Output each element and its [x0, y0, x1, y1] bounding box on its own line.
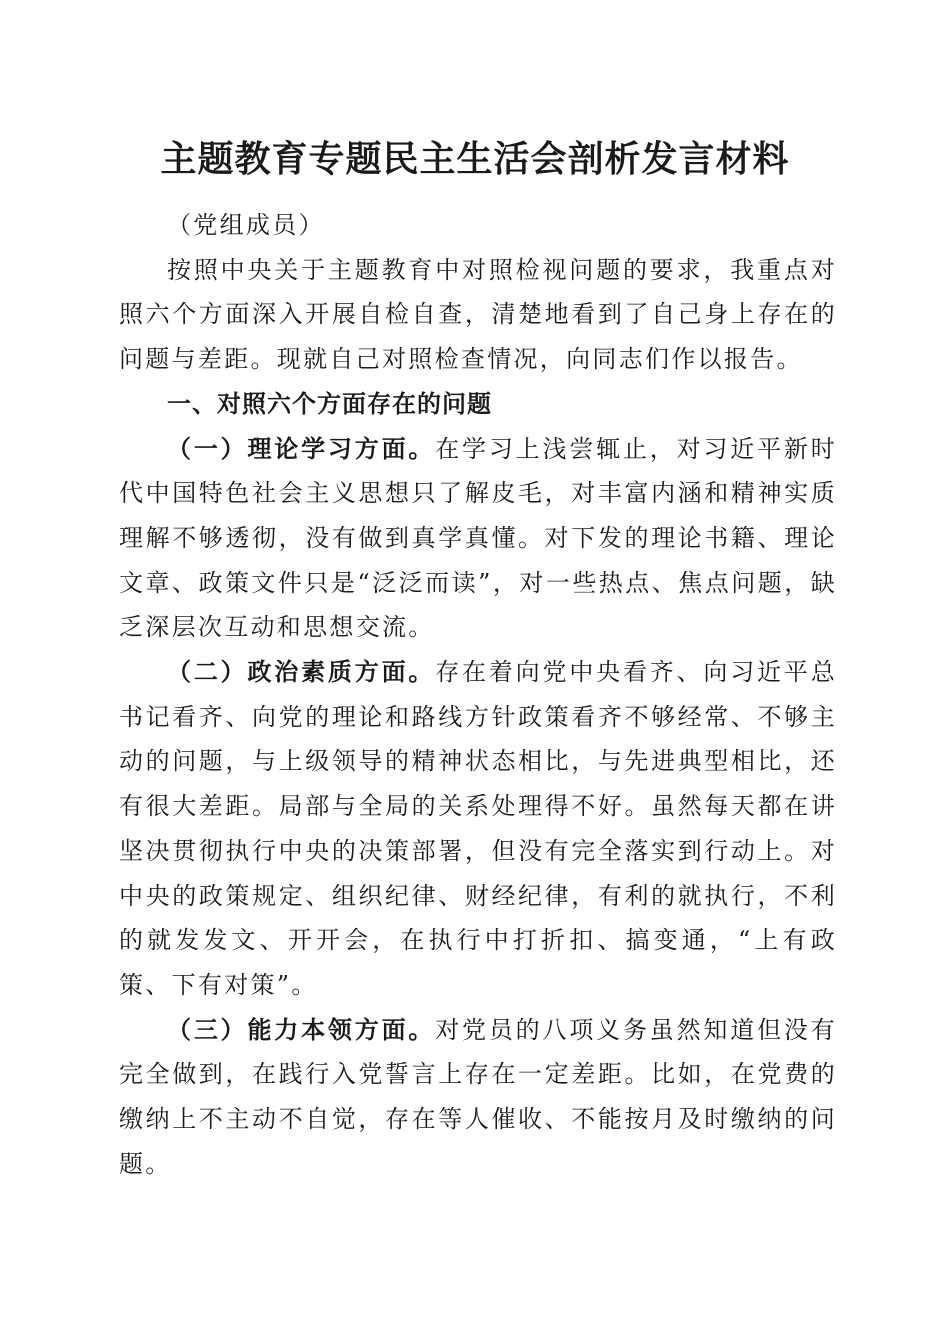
- item-text: 对党员的八项义务虽然知道但没有完全做到，在践行入党誓言上存在一定差距。比如，在党费的缴纳上不主动不自觉，存在等人催收、不能按月及时缴纳的问题。: [119, 1015, 838, 1178]
- author-line: （党组成员）: [167, 211, 325, 239]
- item-text: 存在着向党中央看齐、向习近平总书记看齐、向党的理论和路线方针政策看齐不够经常、不够主动的问题，与上级领导的精神状态相比，与先进典型相比，还有很大差距。局部与全局的关系处理得不好。虽然每天都在讲坚决贯彻执行中央的决策部署，但没有完全落实到行动上。对中央的政策规定、组织纪律、财经纪律，有利的就执行，不利的就发发文、开开会，在执行中打折扣、搞变通，“上有政策、下有对策”。: [119, 658, 838, 999]
- item-lead: （一）理论学习方面。: [167, 433, 436, 463]
- item-lead: （二）政治素质方面。: [167, 657, 436, 687]
- section-heading: 一、对照六个方面存在的问题: [167, 389, 492, 418]
- item-paragraph-3: [119, 1008, 837, 1187]
- document-body: [119, 203, 837, 1186]
- item-lead: （三）能力本领方面。: [167, 1014, 436, 1044]
- document-title: 主题教育专题民主生活会剖析发言材料: [160, 138, 790, 180]
- item-text: 在学习上浅尝辄止，对习近平新时代中国特色社会主义思想只了解皮毛，对丰富内涵和精神实质理解不够透彻，没有做到真学真懂。对下发的理论书籍、理论文章、政策文件只是“泛泛而读”，对一些热点、焦点问题，缺乏深层次互动和思想交流。: [119, 434, 838, 642]
- item-paragraph-1: [119, 427, 837, 651]
- intro-paragraph: 按照中央关于主题教育中对照检视问题的要求，我重点对照六个方面深入开展自检自查，清楚地看到了自己身上存在的问题与差距。现就自己对照检查情况，向同志们作以报告。: [119, 255, 837, 374]
- item-paragraph-2: [119, 650, 837, 1008]
